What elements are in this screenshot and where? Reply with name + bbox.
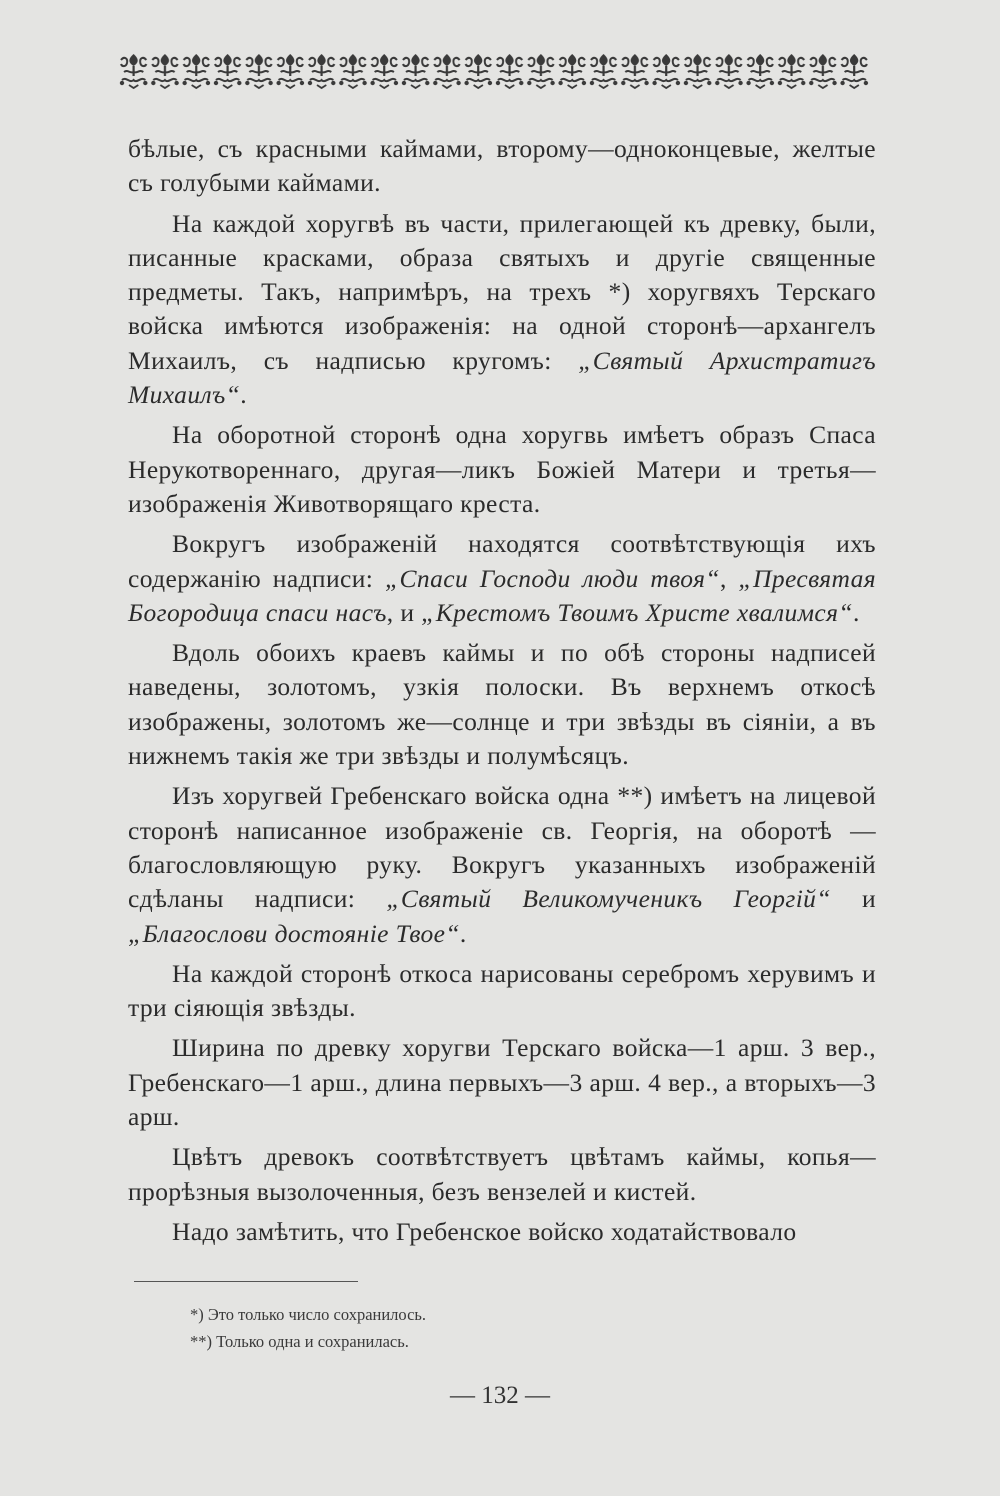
paragraph-text: Вдоль обоихъ краевъ каймы и по обѣ стороны надписей наведены, золотомъ, узкія полоски. Въ верхнемъ откосѣ изображены, золотомъ же—солнце и три звѣзды въ сіяніи, а въ нижнемъ такія же три звѣзды и полумѣсяцъ. xyxy=(128,638,876,771)
paragraph-text: Изъ хоругвей Гребенскаго войска одна **) имѣетъ на лицевой сторонѣ написанное изображеніе св. Георгія, на оборотѣ — благословляющую руку. Вокругъ указанныхъ изображеній сдѣланы надписи: xyxy=(128,781,876,914)
punctuation: . xyxy=(852,597,860,627)
paragraph-1 xyxy=(128,132,876,201)
paragraph-text: На каждой сторонѣ откоса нарисованы серебромъ херувимъ и три сіяющія звѣзды. xyxy=(128,958,876,1023)
decorative-header-ornament-icon xyxy=(118,50,870,90)
paragraph-3 xyxy=(128,418,876,521)
italic-inscription: „Святый Великомученикъ Георгій“ xyxy=(386,884,831,914)
paragraph-9 xyxy=(128,1140,876,1209)
punctuation: . xyxy=(459,918,467,948)
main-text xyxy=(128,132,876,1255)
paragraph-4 xyxy=(128,527,876,630)
paragraph-text: Цвѣтъ древокъ соотвѣтствуетъ цвѣтамъ каймы, копья—прорѣзныя вызолоченныя, безъ вензелей и кистей. xyxy=(128,1142,876,1206)
paragraph-text: бѣлые, съ красными каймами, второму—одноконцевые, желтые съ голубыми каймами. xyxy=(128,134,876,198)
paragraph-2 xyxy=(128,207,876,413)
italic-inscription: „Пресвятая Богородица спаси насъ xyxy=(128,563,876,627)
paragraph-8 xyxy=(128,1031,876,1134)
paragraph-7 xyxy=(128,957,876,1026)
paragraph-text: Надо замѣтить, что Гребенское войско ходатайствовало xyxy=(172,1216,797,1246)
italic-inscription: „Благослови достояніе Твое“ xyxy=(128,918,460,948)
footnotes xyxy=(190,1301,690,1355)
footnote-1: *) Это только число сохранилось. xyxy=(190,1305,427,1324)
punctuation: , xyxy=(719,563,739,593)
punctuation: . xyxy=(240,380,247,410)
footnote-divider xyxy=(134,1281,358,1282)
paragraph-text: и xyxy=(830,884,877,914)
footnote-2: **) Только одна и сохранилась. xyxy=(190,1332,409,1351)
italic-inscription: „Крестомъ Твоимъ Христе хвалимся“ xyxy=(421,597,853,627)
paragraph-text: , и xyxy=(386,597,422,627)
page-number: — 132 — xyxy=(450,1382,550,1409)
italic-inscription: „Святый Архистратигъ Михаилъ“ xyxy=(128,345,876,410)
paragraph-text: Ширина по древку хоругви Терскаго войска—1 арш. 3 вер., Гребенскаго—1 арш., длина первыхъ—3 арш. 4 вер., а вторыхъ—3 арш. xyxy=(128,1033,876,1132)
paragraph-text: На каждой хоругвѣ въ части, прилегающей къ древку, были, писанные красками, образа святыхъ и другіе священные предметы. Такъ, напримѣръ, на трехъ *) хоругвяхъ Терскаго войска имѣются изображенія: на одной сторонѣ—архангелъ Михаилъ, съ надписью кругомъ: xyxy=(128,208,876,375)
italic-inscription: „Спаси Господи люди твоя“ xyxy=(384,563,720,593)
paragraph-10 xyxy=(128,1215,876,1249)
paragraph-text: На оборотной сторонѣ одна хоругвь имѣетъ образъ Спаса Нерукотвореннаго, другая—ликъ Божіей Матери и третья—изображенія Животворящаго креста. xyxy=(128,420,876,518)
paragraph-text: Вокругъ изображеній находятся соотвѣтствующія ихъ содержанію надписи: xyxy=(128,529,876,593)
paragraph-5 xyxy=(128,636,876,773)
paragraph-6 xyxy=(128,779,876,950)
